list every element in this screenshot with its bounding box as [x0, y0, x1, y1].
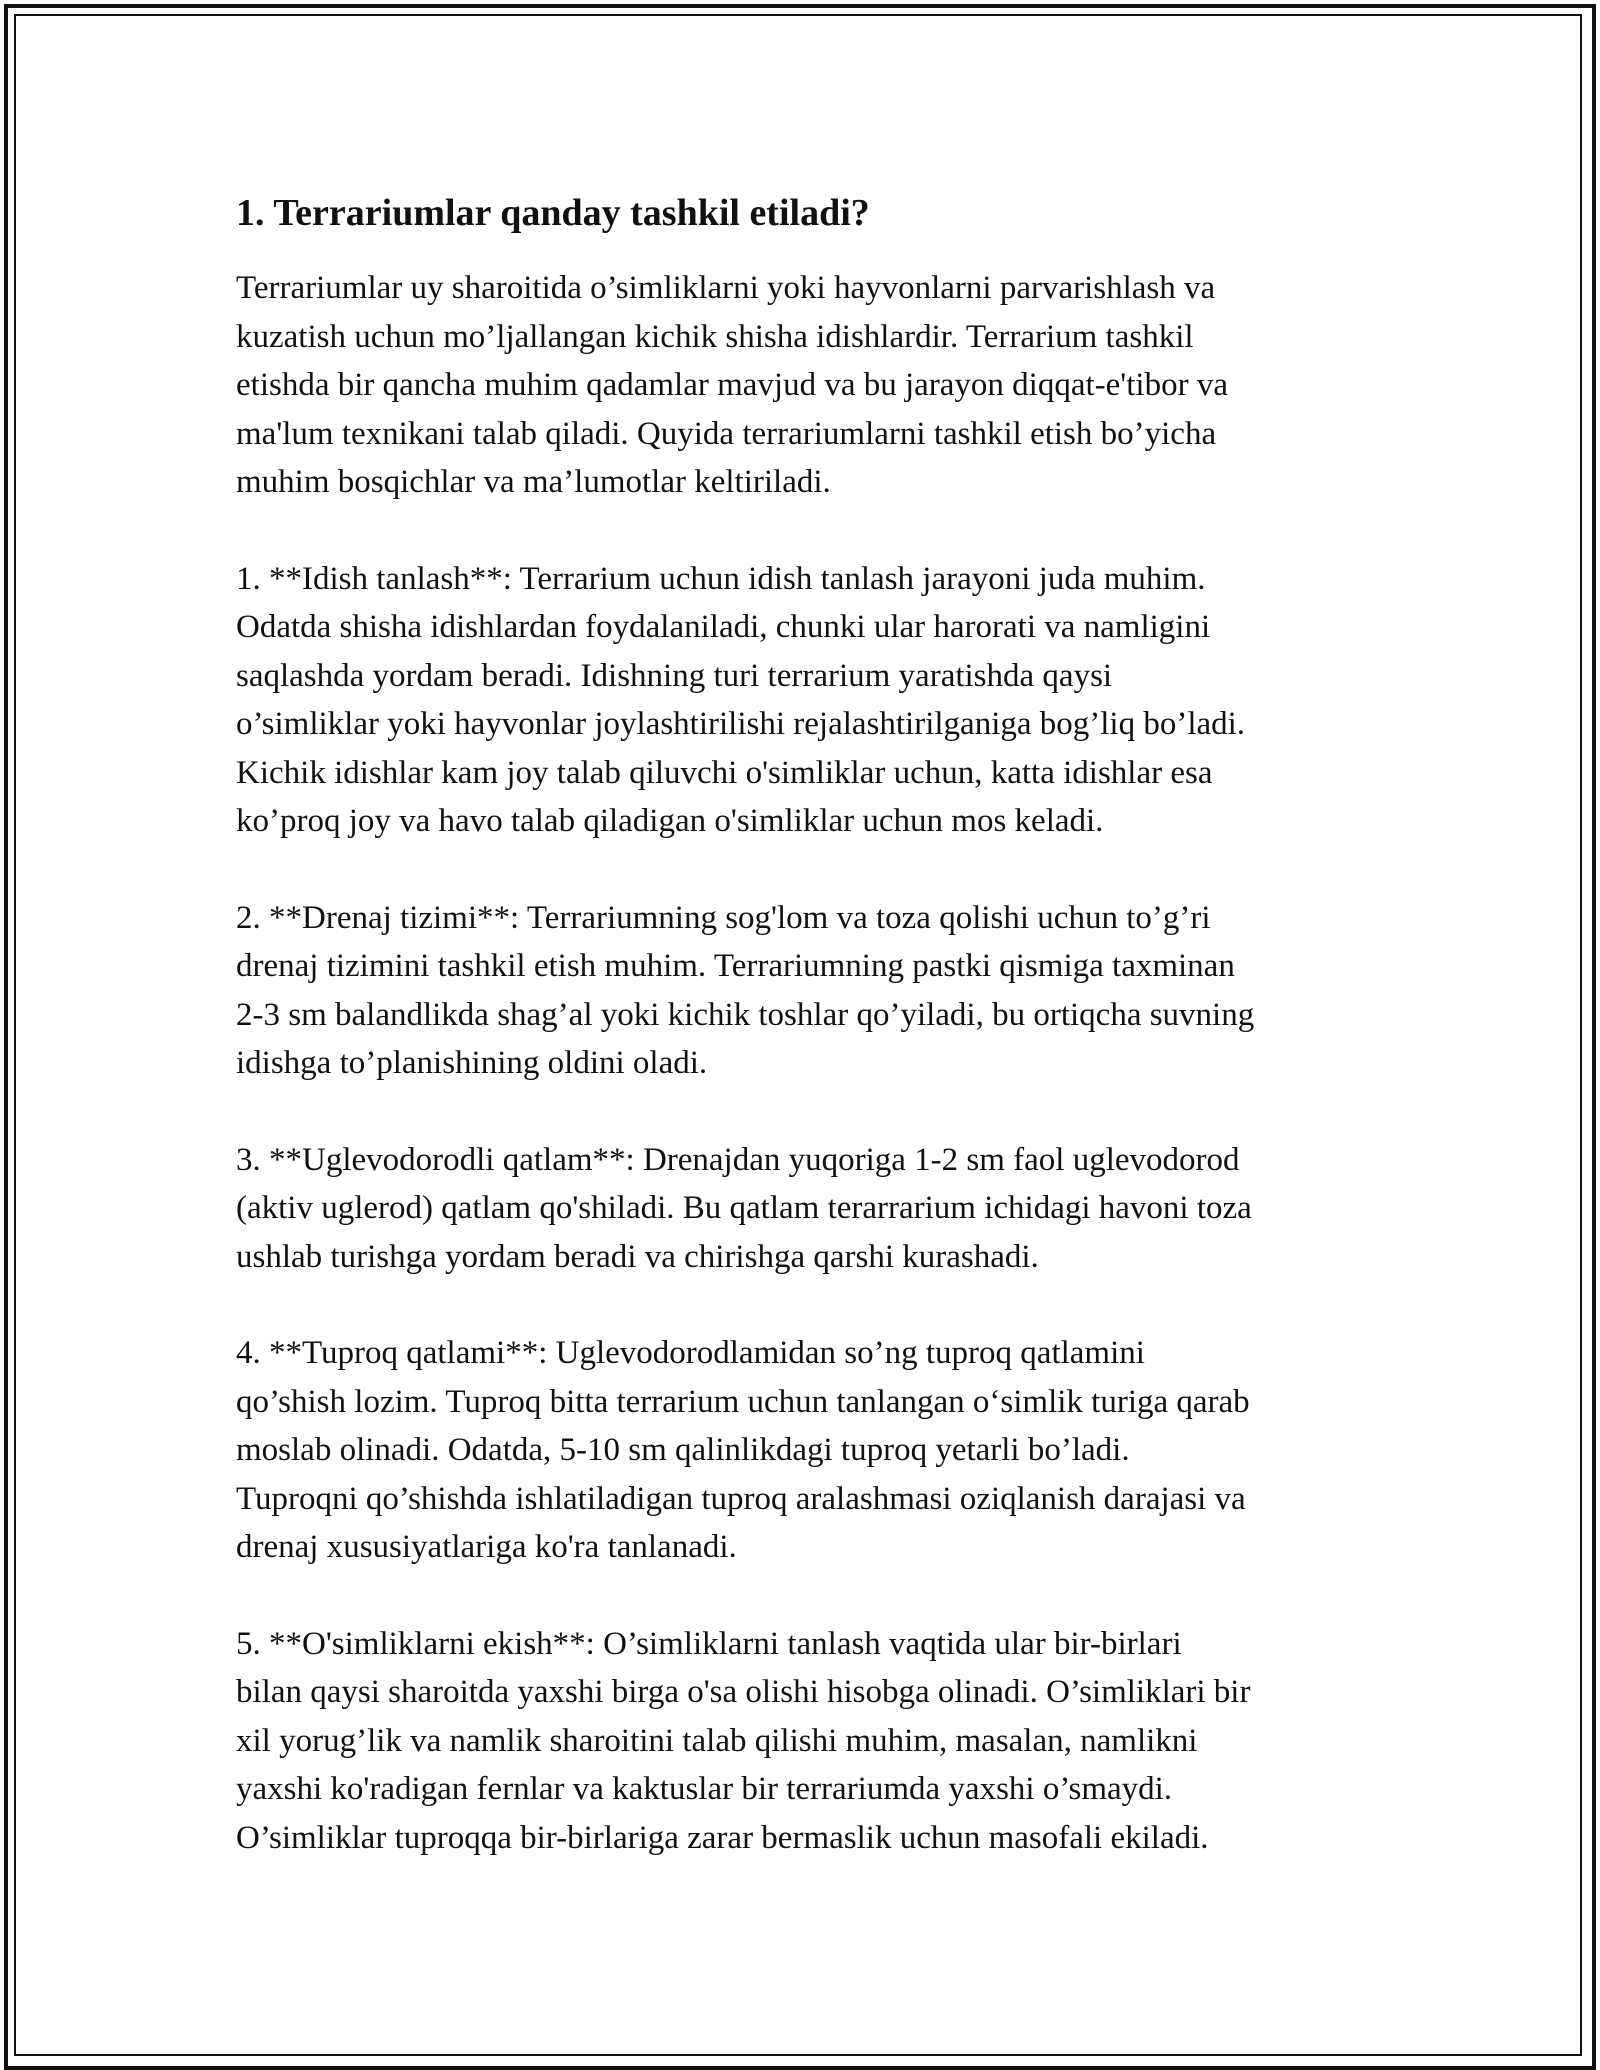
text-line: saqlashda yordam beradi. Idishning turi terrarium yaratishda qaysi — [236, 657, 1113, 694]
text-line: 5. **O'simliklarni ekish**: O’simliklarni tanlash vaqtida ular bir-birlari — [236, 1625, 1182, 1662]
text-line: O’simliklar tuproqqa bir-birlariga zarar bermaslik uchun masofali ekiladi. — [236, 1819, 1209, 1856]
text-line: bilan qaysi sharoitda yaxshi birga o'sa olishi hisobga olinadi. O’simliklari bir — [236, 1674, 1251, 1710]
text-line: ma'lum texnikani talab qiladi. Quyida terrariumlarni tashkil etish bo’yicha — [236, 415, 1217, 452]
text-line: muhim bosqichlar va ma’lumotlar keltiriladi. — [236, 464, 831, 500]
text-line: ushlab turishga yordam beradi va chirishga qarshi kurashadi. — [236, 1238, 1039, 1275]
document-body — [236, 188, 1406, 1910]
text-line: qo’shish lozim. Tuproq bitta terrarium uchun tanlangan o‘simlik turiga qarab — [236, 1383, 1250, 1420]
text-line: moslab olinadi. Odatda, 5-10 sm qalinlikdagi tuproq yetarli bo’ladi. — [236, 1432, 1130, 1468]
document-title: 1. Terrariumlar qanday tashkil etiladi? — [236, 192, 870, 234]
text-line: drenaj xususiyatlariga ko'ra tanlanadi. — [236, 1529, 737, 1565]
step-5-paragraph — [236, 1620, 1406, 1863]
text-line: (aktiv uglerod) qatlam qo'shiladi. Bu qatlam terarrarium ichidagi havoni toza — [236, 1190, 1252, 1226]
text-line: Tuproqni qo’shishda ishlatiladigan tuproq aralashmasi oziqlanish darajasi va — [236, 1480, 1246, 1517]
step-1-paragraph — [236, 555, 1406, 846]
text-line: 2. **Drenaj tizimi**: Terrariumning sog'lom va toza qolishi uchun to’g’ri — [236, 899, 1211, 936]
text-line: yaxshi ko'radigan fernlar va kaktuslar bir terrariumda yaxshi o’smaydi. — [236, 1771, 1173, 1807]
text-line: idishga to’planishining oldini oladi. — [236, 1045, 708, 1081]
text-line: 2-3 sm balandlikda shag’al yoki kichik toshlar qo’yiladi, bu ortiqcha suvning — [236, 996, 1255, 1033]
text-line: Terrariumlar uy sharoitida o’simliklarni yoki hayvonlarni parvarishlash va — [236, 270, 1216, 306]
text-line: 3. **Uglevodorodli qatlam**: Drenajdan yuqoriga 1-2 sm faol uglevodorod — [236, 1141, 1240, 1178]
intro-paragraph — [236, 264, 1406, 507]
text-line: Odatda shisha idishlardan foydalaniladi, chunki ular harorati va namligini — [236, 609, 1211, 645]
text-line: Kichik idishlar kam joy talab qiluvchi o'simliklar uchun, katta idishlar esa — [236, 754, 1213, 791]
step-2-paragraph — [236, 894, 1406, 1088]
step-4-paragraph — [236, 1329, 1406, 1572]
text-line: kuzatish uchun mo’ljallangan kichik shisha idishlardir. Terrarium tashkil — [236, 318, 1194, 355]
text-line: xil yorug’lik va namlik sharoitini talab qilishi muhim, masalan, namlikni — [236, 1722, 1198, 1759]
text-line: o’simliklar yoki hayvonlar joylashtirilishi rejalashtirilganiga bog’liq bo’ladi. — [236, 706, 1246, 742]
text-line: ko’proq joy va havo talab qiladigan o'simliklar uchun mos keladi. — [236, 803, 1104, 839]
text-line: 4. **Tuproq qatlami**: Uglevodorodlamidan so’ng tuproq qatlamini — [236, 1335, 1145, 1371]
text-line: drenaj tizimini tashkil etish muhim. Terrariumning pastki qismiga taxminan — [236, 948, 1235, 984]
text-line: etishda bir qancha muhim qadamlar mavjud va bu jarayon diqqat-e'tibor va — [236, 367, 1228, 403]
step-3-paragraph — [236, 1136, 1406, 1282]
text-line: 1. **Idish tanlash**: Terrarium uchun idish tanlash jarayoni juda muhim. — [236, 560, 1206, 597]
